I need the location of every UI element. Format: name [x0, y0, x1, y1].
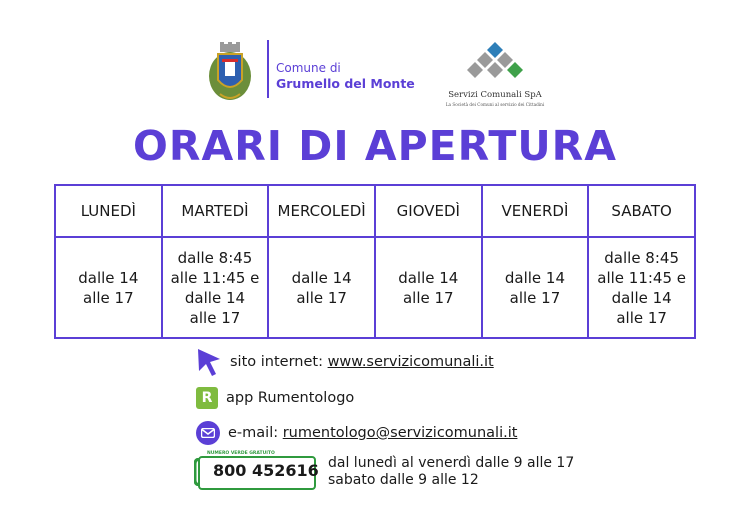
day-header: SABATO	[588, 185, 695, 237]
day-header: MARTEDÌ	[162, 185, 269, 237]
header-divider	[267, 40, 269, 98]
hours-line: dalle 14	[398, 268, 459, 287]
hours-line: alle 17	[509, 288, 561, 307]
hours-line: alle 11:45 e	[170, 268, 260, 287]
email-label: e-mail:	[228, 425, 283, 441]
company-name: Servizi Comunali SpA	[448, 90, 542, 100]
page-title: ORARI DI APERTURA	[133, 122, 617, 170]
hours-row	[55, 237, 695, 338]
day-hours-cell	[375, 237, 482, 338]
hours-line: alle 17	[296, 288, 347, 307]
email-link[interactable]: rumentologo@servizicomunali.it	[282, 425, 518, 441]
phone-badge-label: NUMERO VERDE GRATUITO	[207, 451, 275, 456]
app-row	[196, 387, 354, 409]
day-header: MERCOLEDÌ	[268, 185, 375, 237]
hours-line: alle 17	[616, 308, 667, 327]
day-header: GIOVEDÌ	[375, 185, 482, 237]
day-hours-cell	[588, 237, 695, 338]
website-row	[196, 347, 494, 377]
phone-hours-saturday: sabato dalle 9 alle 12	[328, 472, 479, 488]
opening-hours-table	[54, 184, 696, 339]
hours-line: dalle 14	[611, 288, 672, 307]
day-header: VENERDÌ	[482, 185, 589, 237]
phone-handset-icon	[194, 458, 206, 486]
comune-prefix: Comune di	[276, 61, 341, 75]
day-hours-cell	[268, 237, 375, 338]
servizi-comunali-logo-icon	[458, 42, 532, 84]
hours-line: dalle 8:45	[604, 248, 679, 267]
phone-badge[interactable]	[198, 456, 316, 490]
day-hours-cell	[162, 237, 269, 338]
hours-line: alle 17	[83, 288, 134, 307]
company-tagline: La Società dei Comuni al servizio dei Cittadini	[445, 102, 545, 107]
hours-line: alle 17	[402, 288, 454, 307]
hours-line: dalle 14	[504, 268, 566, 287]
comune-label	[276, 60, 415, 92]
phone-hours	[328, 455, 574, 489]
email-icon	[196, 421, 220, 445]
cursor-arrow-icon	[196, 347, 222, 377]
hours-line: alle 11:45 e	[597, 268, 687, 287]
comune-name: Grumello del Monte	[276, 76, 415, 91]
hours-line: dalle 8:45	[177, 248, 253, 267]
email-row	[196, 421, 517, 445]
phone-hours-weekdays: dal lunedì al venerdì dalle 9 alle 17	[328, 455, 575, 471]
website-label: sito internet:	[230, 354, 328, 370]
website-link[interactable]: www.servizicomunali.it	[327, 354, 494, 370]
app-label: app Rumentologo	[226, 390, 355, 406]
header	[0, 38, 750, 110]
day-header: LUNEDÌ	[55, 185, 162, 237]
day-hours-cell	[55, 237, 162, 338]
hours-line: dalle 14	[184, 288, 246, 307]
hours-line: alle 17	[189, 308, 241, 327]
rumentologo-app-icon[interactable]: R	[196, 387, 218, 409]
coat-of-arms-icon	[206, 40, 254, 106]
hours-line: dalle 14	[78, 268, 139, 287]
phone-number[interactable]: 800 452616	[213, 461, 319, 480]
day-hours-cell	[482, 237, 589, 338]
days-header-row	[55, 185, 695, 237]
hours-line: dalle 14	[291, 268, 352, 287]
